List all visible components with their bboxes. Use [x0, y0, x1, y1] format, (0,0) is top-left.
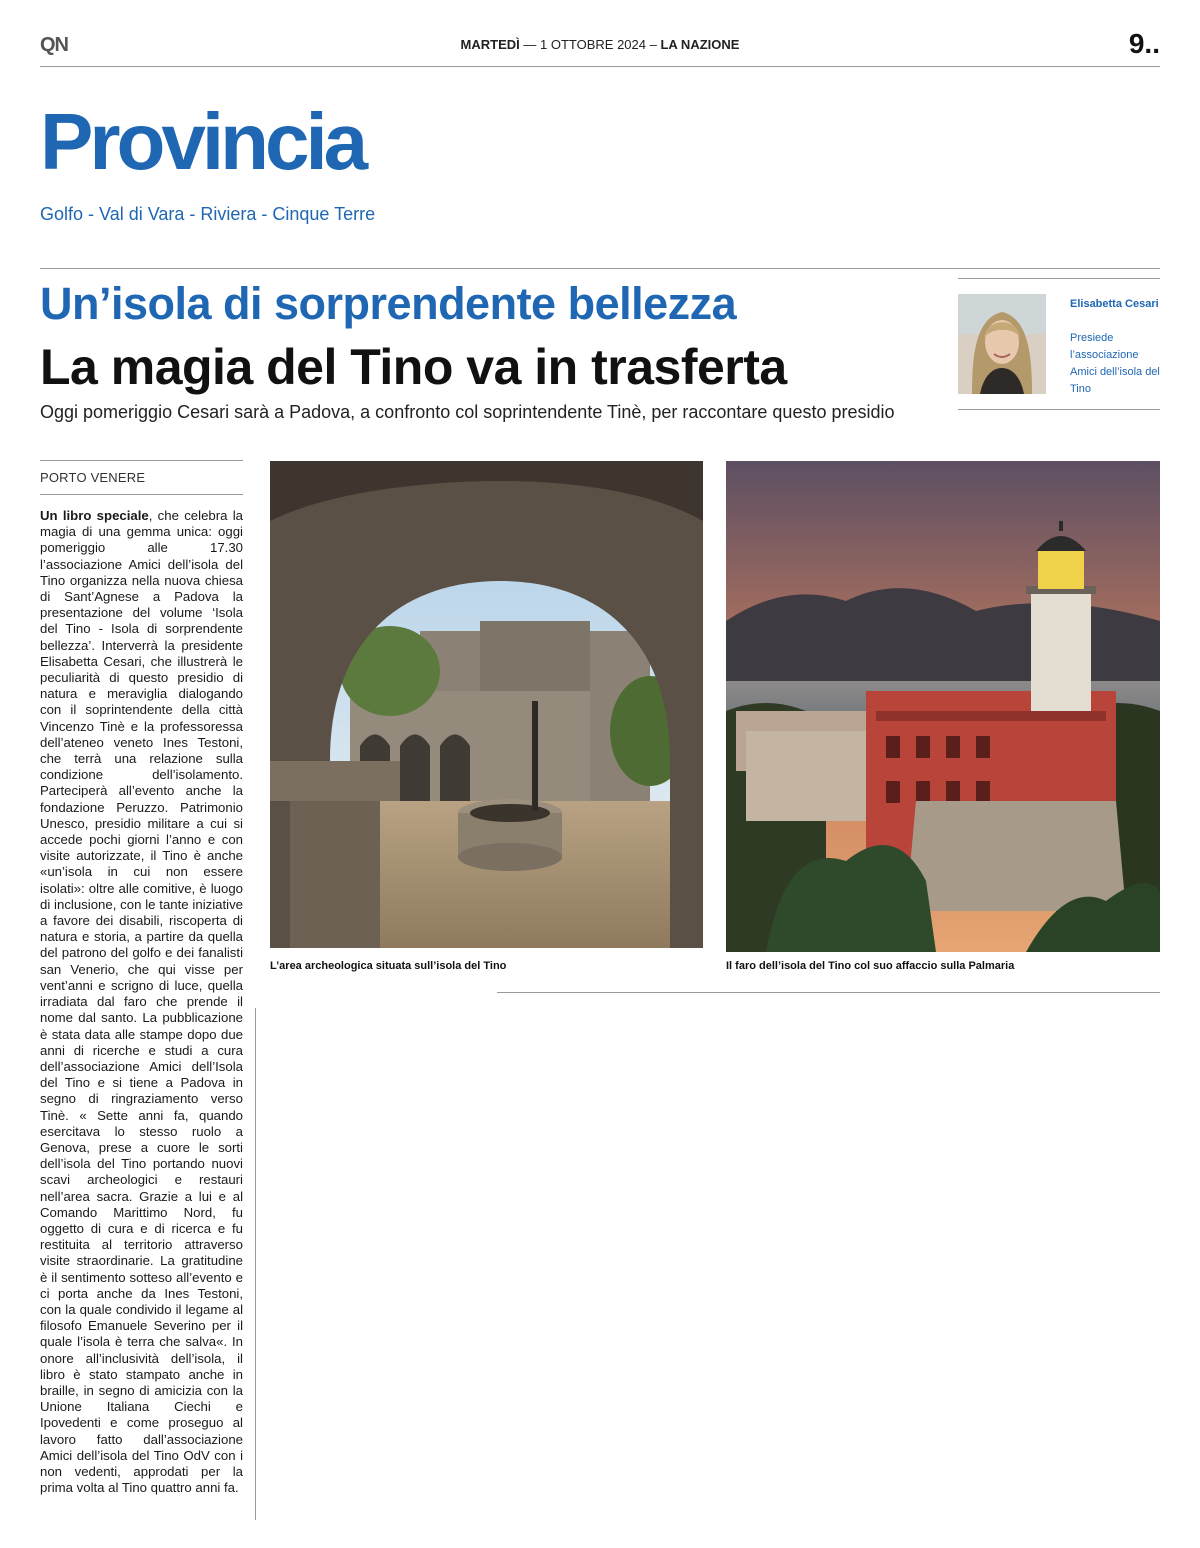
header-rule	[40, 66, 1160, 67]
newspaper-name: LA NAZIONE	[660, 37, 740, 52]
dateline-dash: –	[649, 37, 661, 52]
section-rule	[40, 268, 1160, 269]
column-top-rule	[40, 460, 243, 461]
column-divider	[255, 1008, 256, 1520]
article-body	[40, 508, 243, 1496]
dateline-dash: —	[523, 37, 541, 52]
portrait-image	[958, 294, 1046, 394]
article-headline: La magia del Tino va in trasferta	[40, 339, 787, 395]
photo-lighthouse	[726, 461, 1160, 952]
author-box-top-rule	[958, 278, 1160, 279]
author-role: Presiede l’associazione Amici dell’isola del Tino	[1070, 332, 1160, 395]
author-photo	[958, 294, 1046, 394]
section-subtitle: Golfo - Val di Vara - Riviera - Cinque Terre	[40, 204, 376, 224]
photo-caption-archeological-area: L’area archeologica situata sull’isola del Tino	[270, 960, 507, 972]
archeological-area-image	[270, 461, 703, 948]
article-lead: Un libro speciale	[40, 508, 149, 523]
lighthouse-image	[726, 461, 1160, 952]
author-name: Elisabetta Cesari	[1070, 298, 1159, 310]
article-summary: Oggi pomeriggio Cesari sarà a Padova, a confronto col soprintendente Tinè, per raccontare questo presidio	[40, 402, 895, 422]
weekday: MARTEDÌ	[460, 37, 520, 52]
section-title: Provincia	[40, 97, 365, 186]
photo-archeological-area	[270, 461, 703, 948]
article-body-text: , che celebra la magia di una gemma unica: oggi pomeriggio alle 17.30 l’associazione Amici dell’isola del Tino organizza nella nuova chiesa di Sant’Agnese a Padova la presentazione del volume ‘Isola del Tino - Isola di sorprendente bellezza’. Interverrà la presidente Elisabetta Cesari, che illustrerà le peculiarità di questo presidio di natura e meraviglia dialogando con il soprintendente della città Vincenzo Tinè e la professoressa dell’ateneo veneto Ines Testoni, che terrà una relazione sulla condizione dell’isolamento. Parteciperà all’evento anche la fondazione Peruzzo. Patrimonio Unesco, presidio militare a cui si accede pochi giorni l’anno e con visite autorizzate, il Tino è anche «un’isola in cui non essere isolati»: oltre alle comitive, è luogo di inclusione, con le tante iniziative a favore dei disabili, riscoperta di natura e storia, a partire da quella del patrono del golfo e dei fanalisti san Venerio, che qui visse per vent’anni e scrigno di luce, quella irradiata dal faro che prende il nome dal santo. La pubblicazione è stata data alle stampe dopo due anni di ricerche e studi a cura dell’associazione Amici dell’Isola del Tino e si tiene a Padova in segno di ringraziamento verso Tinè. « Sette anni fa, quando esercitava lo stesso ruolo a Genova, prese a cuore le sorti dell’isola del Tino portando nuovi scavi archeologici e restauri nell’area sacra. Grazie a lui e al Comando Marittimo Nord, fu oggetto di cura e di ricerca e fu restituita al territorio attraverso visite straordinarie. La gratitudine è il sentimento sotteso all’evento e ci porta anche da Ines Testoni, con la quale condivido il legame al filosofo Emanuele Severino per il quale l’isola è terra che salva«. In onore all’inclusività dell’isola, il libro è stato stampato anche in braille, in segno di amicizia con la Unione Italiana Ciechi e Ipovedenti e come proseguo al lavoro fatto dall’associazione Amici dell’isola del Tino OdV con i non vedenti, approdati per la prima volta al Tino quattro anni fa.	[40, 508, 243, 1496]
article-kicker: Un’isola di sorprendente bellezza	[40, 278, 737, 329]
location-rule	[40, 494, 243, 495]
article-location: PORTO VENERE	[40, 470, 146, 485]
author-box-bottom-rule	[958, 409, 1160, 410]
page-number: 9..	[1128, 28, 1160, 59]
photo-caption-lighthouse: Il faro dell’isola del Tino col suo affaccio sulla Palmaria	[726, 960, 1015, 972]
newspaper-logo: QN	[40, 34, 68, 56]
photos-bottom-rule	[497, 992, 1160, 993]
date: 1 OTTOBRE 2024	[540, 37, 646, 52]
dateline	[300, 37, 900, 52]
